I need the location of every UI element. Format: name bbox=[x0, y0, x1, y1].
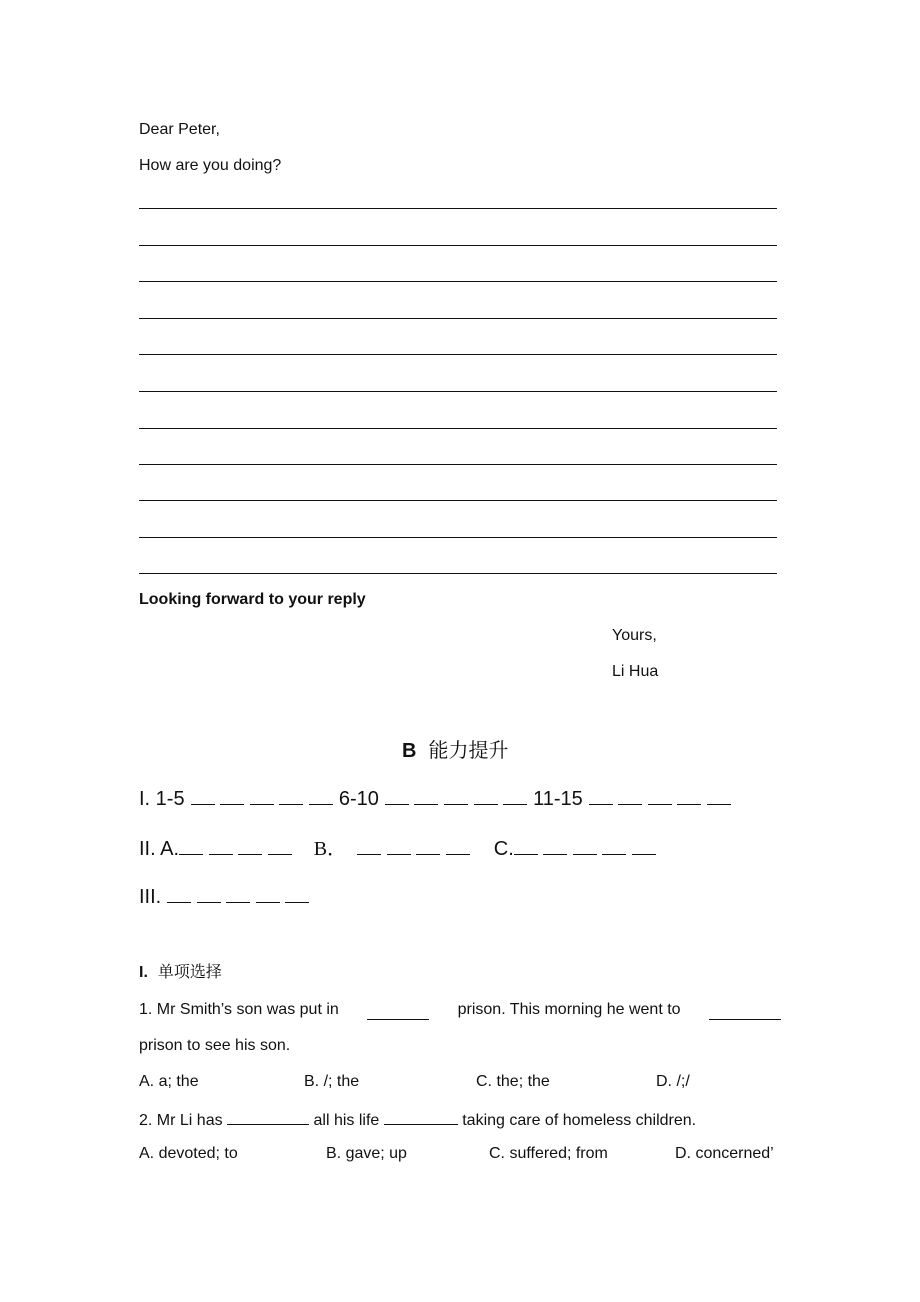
question-2-option-b[interactable]: B. gave; up bbox=[326, 1145, 407, 1162]
writing-line bbox=[139, 281, 777, 282]
question-1-line-1 bbox=[139, 1000, 781, 1020]
answer-blank[interactable] bbox=[238, 838, 262, 855]
answer-blank[interactable] bbox=[414, 788, 438, 805]
question-2-option-a[interactable]: A. devoted; to bbox=[139, 1145, 238, 1162]
answer-blank[interactable] bbox=[677, 788, 701, 805]
answer-blank[interactable] bbox=[385, 788, 409, 805]
answer-blank[interactable] bbox=[357, 838, 381, 855]
answer-blank[interactable] bbox=[279, 788, 303, 805]
answer-blank[interactable] bbox=[514, 838, 538, 855]
answer-blank[interactable] bbox=[573, 838, 597, 855]
answer-blank[interactable] bbox=[179, 838, 203, 855]
answer-row-1-mid2: 11-15 bbox=[533, 788, 583, 810]
section-heading bbox=[402, 737, 508, 765]
letter-signature: Li Hua bbox=[612, 663, 659, 680]
answer-blank[interactable] bbox=[707, 788, 731, 805]
question-blank[interactable] bbox=[384, 1108, 458, 1125]
answer-blank[interactable] bbox=[256, 886, 280, 903]
answer-blank[interactable] bbox=[191, 788, 215, 805]
writing-line bbox=[139, 391, 777, 392]
writing-line bbox=[139, 208, 777, 209]
question-blank[interactable] bbox=[709, 1003, 781, 1020]
question-1-option-b[interactable]: B. /; the bbox=[304, 1073, 360, 1090]
part-heading bbox=[139, 963, 222, 983]
question-1-option-d[interactable]: D. /;/ bbox=[656, 1073, 690, 1090]
answer-blank[interactable] bbox=[209, 838, 233, 855]
letter-sign-off: Yours, bbox=[612, 627, 657, 644]
writing-line bbox=[139, 245, 777, 246]
answer-row-3-prefix: III. bbox=[139, 886, 162, 908]
answer-blank[interactable] bbox=[444, 788, 468, 805]
answer-blank[interactable] bbox=[197, 886, 221, 903]
answer-blank[interactable] bbox=[543, 838, 567, 855]
question-blank[interactable] bbox=[367, 1003, 429, 1020]
answer-blank[interactable] bbox=[309, 788, 333, 805]
answer-row-2 bbox=[139, 836, 656, 862]
question-2-text-b: all his life bbox=[313, 1112, 380, 1129]
answer-row-3 bbox=[139, 884, 309, 910]
question-1-option-c[interactable]: C. the; the bbox=[476, 1073, 550, 1090]
question-1-option-a[interactable]: A. a; the bbox=[139, 1073, 199, 1090]
answer-blank[interactable] bbox=[387, 838, 411, 855]
writing-line bbox=[139, 537, 777, 538]
answer-blank[interactable] bbox=[285, 886, 309, 903]
answer-row-1-mid1: 6-10 bbox=[338, 788, 379, 810]
question-blank[interactable] bbox=[227, 1108, 309, 1125]
answer-blank[interactable] bbox=[226, 886, 250, 903]
writing-line bbox=[139, 428, 777, 429]
question-1-text-a: 1. Mr Smith’s son was put in bbox=[139, 1001, 339, 1018]
answer-row-1-prefix: I. 1-5 bbox=[139, 788, 185, 810]
question-2-text-a: 2. Mr Li has bbox=[139, 1112, 223, 1129]
question-1-text-b: prison. This morning he went to bbox=[457, 1001, 681, 1018]
answer-blank[interactable] bbox=[618, 788, 642, 805]
writing-line bbox=[139, 573, 777, 574]
answer-blank[interactable] bbox=[589, 788, 613, 805]
answer-row-2-prefix: II. A. bbox=[139, 838, 180, 860]
writing-line bbox=[139, 500, 777, 501]
writing-line bbox=[139, 354, 777, 355]
answer-blank[interactable] bbox=[474, 788, 498, 805]
answer-blank[interactable] bbox=[503, 788, 527, 805]
answer-blank[interactable] bbox=[250, 788, 274, 805]
answer-blank[interactable] bbox=[220, 788, 244, 805]
answer-row-1 bbox=[139, 786, 731, 812]
section-label: B bbox=[402, 740, 417, 762]
answer-blank[interactable] bbox=[167, 886, 191, 903]
letter-opening: How are you doing? bbox=[139, 157, 282, 174]
answer-blank[interactable] bbox=[602, 838, 626, 855]
section-title: 能力提升 bbox=[428, 740, 509, 762]
answer-blank[interactable] bbox=[446, 838, 470, 855]
question-2-option-d[interactable]: D. concerned’ bbox=[675, 1145, 774, 1162]
writing-line bbox=[139, 318, 777, 319]
question-2-option-c[interactable]: C. suffered; from bbox=[489, 1145, 608, 1162]
answer-blank[interactable] bbox=[648, 788, 672, 805]
answer-blank[interactable] bbox=[268, 838, 292, 855]
letter-closing-line: Looking forward to your reply bbox=[139, 591, 366, 608]
letter-greeting: Dear Peter, bbox=[139, 121, 220, 138]
writing-line bbox=[139, 464, 777, 465]
answer-blank[interactable] bbox=[632, 838, 656, 855]
part-label: I. bbox=[139, 964, 148, 981]
question-2-text-c: taking care of homeless children. bbox=[462, 1112, 697, 1129]
answer-row-2-c: C. bbox=[493, 838, 514, 860]
answer-blank[interactable] bbox=[416, 838, 440, 855]
part-title: 单项选择 bbox=[157, 964, 222, 981]
answer-row-2-b: B． bbox=[313, 838, 348, 860]
question-2-line bbox=[139, 1108, 696, 1131]
question-1-text-c: prison to see his son. bbox=[139, 1037, 291, 1054]
